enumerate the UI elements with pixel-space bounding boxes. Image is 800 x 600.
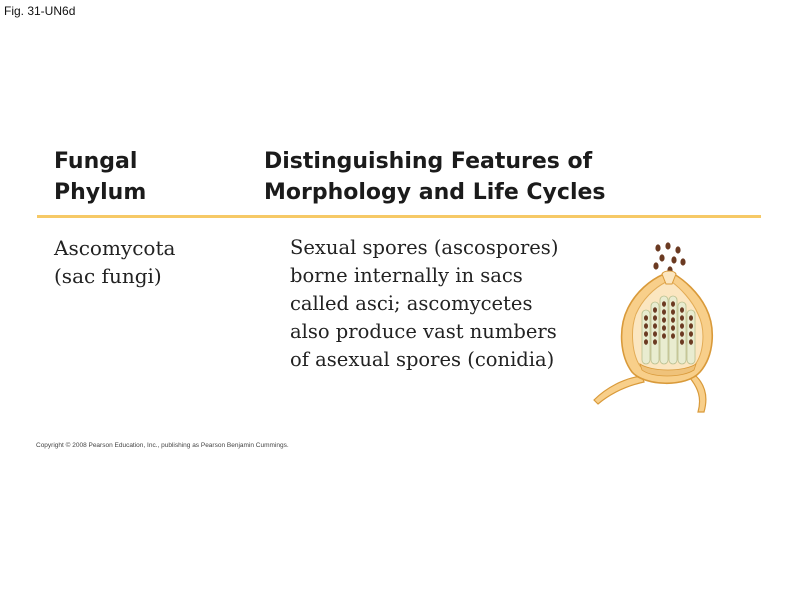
released-spores — [653, 242, 685, 273]
header-phylum-line2: Phylum — [54, 180, 147, 205]
features-cell — [290, 234, 590, 374]
features-line: borne internally in sacs — [290, 264, 523, 287]
phylum-common-name: (sac fungi) — [54, 264, 162, 288]
phylum-name: Ascomycota — [54, 236, 176, 260]
copyright-notice: Copyright © 2008 Pearson Education, Inc., publishing as Pearson Benjamin Cummings. — [36, 442, 289, 449]
features-line: Sexual spores (ascospores) — [290, 236, 559, 259]
figure-label: Fig. 31-UN6d — [4, 4, 76, 18]
header-phylum-line1: Fungal — [54, 149, 138, 174]
features-line: called asci; ascomycetes — [290, 292, 533, 315]
hypha-stalk — [594, 376, 644, 404]
column-header-phylum — [54, 146, 244, 208]
hypha-stalk-right — [690, 376, 706, 412]
header-divider — [37, 215, 761, 218]
features-line: also produce vast numbers — [290, 320, 557, 343]
header-features-line1: Distinguishing Features of — [264, 149, 593, 174]
header-features-line2: Morphology and Life Cycles — [264, 180, 606, 205]
column-header-features — [264, 146, 744, 208]
ascocarp-illustration — [586, 238, 736, 420]
features-line: of asexual spores (conidia) — [290, 348, 555, 371]
phylum-cell — [54, 234, 175, 290]
